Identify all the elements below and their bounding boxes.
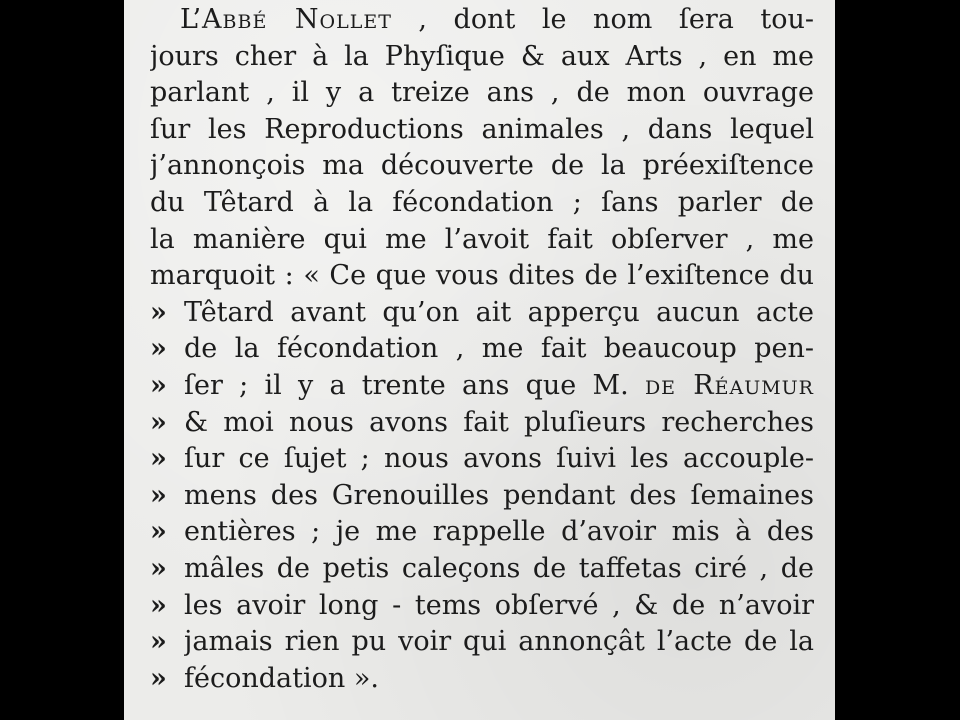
line-text <box>184 624 814 661</box>
page-text <box>150 2 814 697</box>
quotation-mark: » <box>150 406 167 438</box>
text-line <box>150 148 814 185</box>
line-text-regular: fécondation ». <box>184 662 379 694</box>
quotation-mark: » <box>150 479 167 511</box>
line-text-regular: Têtard avant qu’on ait apperçu aucun acte <box>184 296 814 328</box>
line-text <box>150 258 814 295</box>
line-text <box>150 75 814 112</box>
line-text <box>184 514 814 551</box>
text-line <box>150 222 814 259</box>
quotation-mark: » <box>150 662 167 694</box>
text-line <box>150 368 814 405</box>
line-text-regular: mens des Grenouilles pendant des ſemaines <box>184 479 814 511</box>
line-text <box>150 112 814 149</box>
line-text <box>150 2 814 39</box>
quotation-mark: » <box>150 296 167 328</box>
text-line <box>150 514 814 551</box>
line-text-regular: jours cher à la Phyſique & aux Arts , en me <box>150 40 814 72</box>
text-line <box>150 112 814 149</box>
line-text <box>184 551 814 588</box>
text-line <box>150 295 814 332</box>
text-line <box>150 258 814 295</box>
quotation-mark: » <box>150 443 167 475</box>
line-text-small-caps: de Réaumur <box>644 369 814 401</box>
text-line <box>150 624 814 661</box>
text-line <box>150 331 814 368</box>
line-text <box>150 185 814 222</box>
line-text <box>150 222 814 259</box>
line-text-regular: jamais rien pu voir qui annonçât l’acte de la <box>184 626 814 658</box>
text-line <box>150 661 814 698</box>
line-text <box>184 661 814 698</box>
quotation-mark: » <box>150 369 167 401</box>
line-text <box>184 295 814 332</box>
quotation-mark: » <box>150 626 167 658</box>
line-text-small-caps: L’Abbé Nollet <box>180 4 392 35</box>
text-line <box>150 405 814 442</box>
line-text-regular: la manière qui me l’avoit fait obſerver , me <box>150 223 814 255</box>
book-page <box>124 0 835 720</box>
text-line <box>150 588 814 625</box>
quotation-mark: » <box>150 516 167 548</box>
line-text <box>184 588 814 625</box>
line-text-regular: du Têtard à la fécondation ; ſans parler de <box>150 186 814 218</box>
line-text-regular: ſur ce ſujet ; nous avons ſuivi les accouple- <box>184 443 814 475</box>
line-text-regular: parlant , il y a treize ans , de mon ouvrage <box>150 77 814 109</box>
line-text <box>184 441 814 478</box>
quotation-mark: » <box>150 552 167 584</box>
quotation-mark: » <box>150 333 167 365</box>
text-line <box>150 478 814 515</box>
line-text-regular: & moi nous avons fait pluſieurs recherches <box>184 406 814 438</box>
line-text-regular: ſer ; il y a trente ans que M. <box>184 369 645 401</box>
line-text <box>184 368 814 405</box>
line-text-regular: j’annonçois ma découverte de la préexiſtence <box>150 150 814 182</box>
line-text <box>150 39 814 76</box>
line-text-regular: ſur les Reproductions animales , dans lequel <box>150 113 814 145</box>
text-line <box>150 551 814 588</box>
text-line <box>150 75 814 112</box>
line-text-regular: mâles de petis caleçons de taffetas ciré , de <box>184 552 814 584</box>
text-line <box>150 39 814 76</box>
line-text <box>184 331 814 368</box>
line-text <box>150 148 814 185</box>
line-text-regular: entières ; je me rappelle d’avoir mis à des <box>184 516 814 548</box>
text-line <box>150 441 814 478</box>
line-text-trailing: , dont le nom ſera tou- <box>391 4 814 35</box>
quotation-mark: » <box>150 589 167 621</box>
line-text <box>184 405 814 442</box>
line-text-regular: de la fécondation , me fait beaucoup pen- <box>184 333 814 365</box>
line-text-regular: les avoir long - tems obſervé , & de n’avoir <box>184 589 814 621</box>
text-line <box>150 185 814 222</box>
line-text-regular: marquoit : « Ce que vous dites de l’exiſtence du <box>150 260 814 292</box>
line-text <box>184 478 814 515</box>
text-line <box>150 2 814 39</box>
